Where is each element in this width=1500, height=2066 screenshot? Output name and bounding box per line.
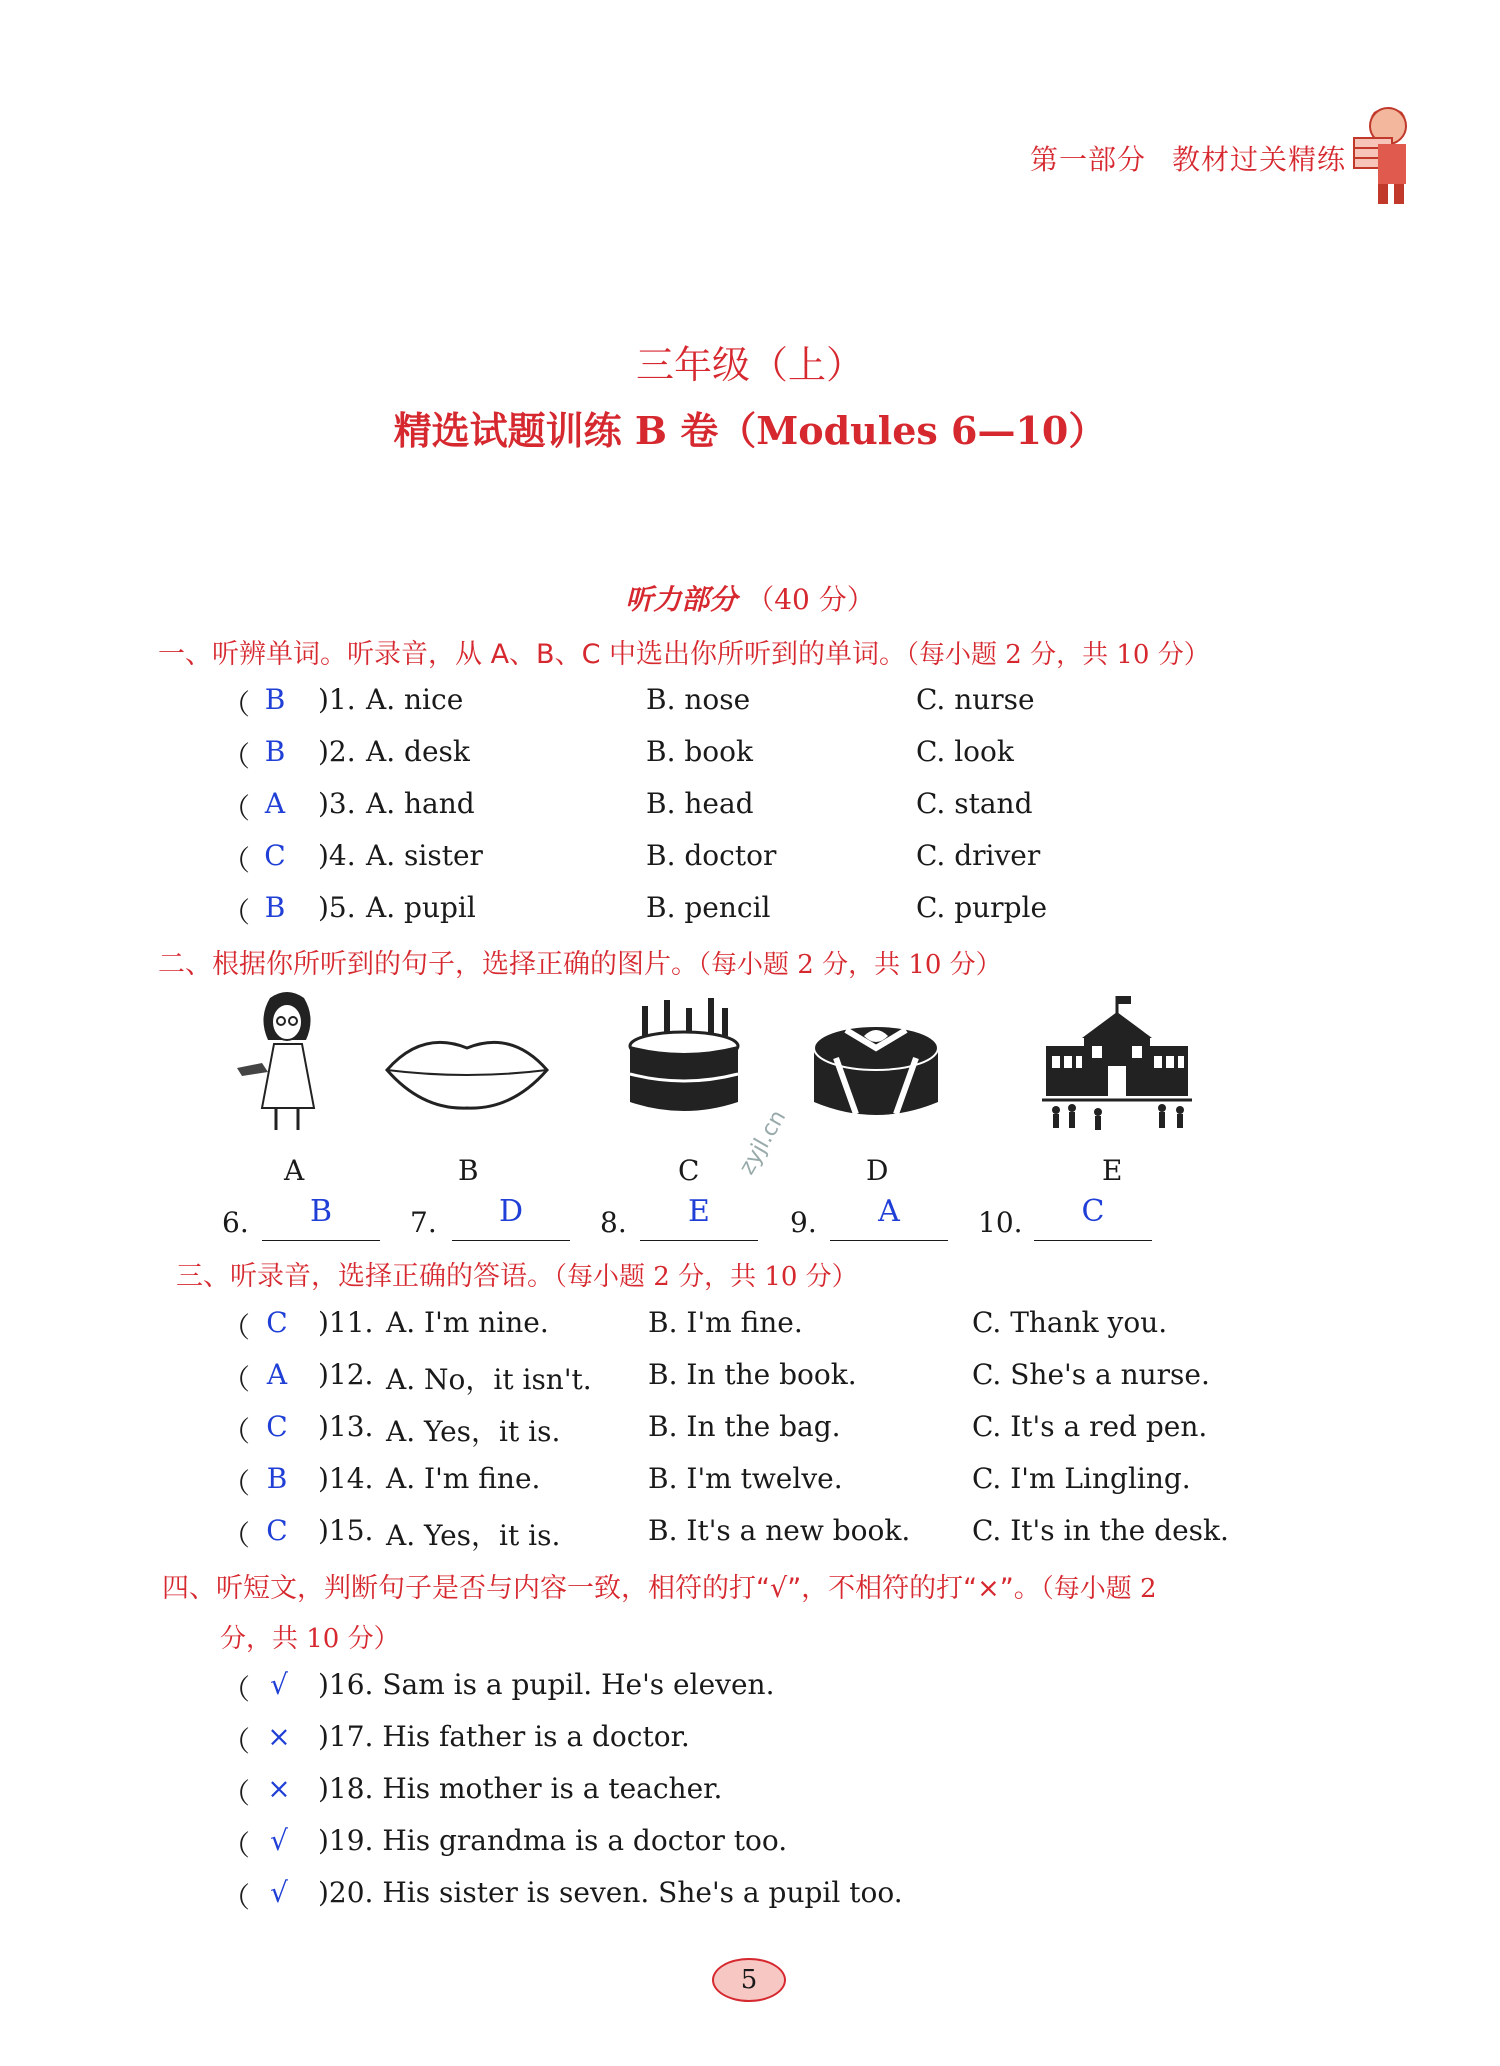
blank-answer: C: [1081, 1194, 1105, 1229]
open-paren: （: [222, 1725, 251, 1758]
listening-title-text: 听力部分: [625, 583, 738, 616]
question-number: )5.: [318, 891, 356, 924]
statement-text: )16. Sam is a pupil. He's eleven.: [318, 1668, 775, 1701]
option-a: A. Yes，it is.: [386, 1415, 561, 1448]
option-a: A. nice: [366, 683, 464, 716]
option-c: C. It's in the desk.: [972, 1514, 1229, 1547]
question-row: [0, 735, 1500, 775]
blank-number: 8.: [600, 1206, 627, 1239]
picture-label: A: [284, 1154, 305, 1187]
question-number: )2.: [318, 735, 356, 768]
page-header: [1030, 138, 1372, 178]
statement-text: )17. His father is a doctor.: [318, 1720, 690, 1753]
section3-heading-text: 三、听录音，选择正确的答语。: [176, 1261, 554, 1292]
question-row: [0, 787, 1500, 827]
option-b: B. head: [646, 787, 754, 820]
page-number: 5: [712, 1958, 786, 2002]
option-c: C. Thank you.: [972, 1306, 1168, 1339]
open-paren: （: [222, 688, 251, 721]
statement-text: )20. His sister is seven. She's a pupil too.: [318, 1876, 903, 1909]
option-c: C. nurse: [916, 683, 1035, 716]
boy-mascot-icon: [1350, 98, 1420, 208]
option-c: C. stand: [916, 787, 1033, 820]
section1-heading-text: 一、听辨单词。听录音，从 A、B、C 中选出你所听到的单词。: [158, 639, 907, 670]
lips-picture-icon: [382, 1030, 552, 1110]
question-row: [0, 1358, 1500, 1398]
blank-number: 7.: [410, 1206, 437, 1239]
judgement-slot[interactable]: √: [270, 1876, 288, 1909]
answer-slot[interactable]: C: [266, 1410, 288, 1443]
option-c: C. purple: [916, 891, 1048, 924]
judgement-slot[interactable]: ×: [267, 1772, 291, 1805]
blank-answer: B: [309, 1194, 333, 1229]
section4-heading-cont: [220, 1618, 400, 1655]
answer-slot[interactable]: C: [266, 1514, 288, 1547]
question-number: )3.: [318, 787, 356, 820]
picture-label: D: [866, 1154, 889, 1187]
open-paren: （: [222, 792, 251, 825]
question-row: [0, 1306, 1500, 1346]
option-b: B. nose: [646, 683, 751, 716]
picture-label: C: [678, 1154, 700, 1187]
option-b: B. book: [646, 735, 753, 768]
section2-heading: [158, 942, 1002, 981]
question-number: )12.: [318, 1358, 374, 1391]
statement-row: [0, 1668, 1500, 1708]
section3-points: （每小题 2 分，共 10 分）: [554, 1262, 858, 1292]
blank-number: 9.: [790, 1206, 817, 1239]
statement-row: [0, 1772, 1500, 1812]
question-number: )4.: [318, 839, 356, 872]
question-number: )1.: [318, 683, 356, 716]
answer-slot[interactable]: B: [264, 891, 286, 924]
option-b: B. I'm twelve.: [648, 1462, 843, 1495]
answer-slot[interactable]: B: [264, 683, 286, 716]
blank-number: 10.: [978, 1206, 1023, 1239]
statement-row: [0, 1720, 1500, 1760]
section2-points: （每小题 2 分，共 10 分）: [698, 950, 1002, 980]
option-b: B. pencil: [646, 891, 771, 924]
answer-slot[interactable]: A: [266, 1358, 288, 1391]
header-part: 第一部分: [1030, 143, 1147, 176]
statement-row: [0, 1824, 1500, 1864]
section4-points-line2: 分，共 10 分）: [220, 1624, 400, 1654]
blank-answer: E: [688, 1194, 710, 1229]
gift-box-picture-icon: [806, 1018, 946, 1128]
statement-row: [0, 1876, 1500, 1916]
open-paren: （: [222, 1881, 251, 1914]
judgement-slot[interactable]: ×: [267, 1720, 291, 1753]
option-a: A. pupil: [366, 891, 476, 924]
option-a: A. Yes，it is.: [386, 1519, 561, 1552]
question-row: [0, 891, 1500, 931]
section4-heading: [162, 1566, 1157, 1605]
answer-slot[interactable]: C: [264, 839, 286, 872]
open-paren: （: [222, 1363, 251, 1396]
open-paren: （: [222, 1777, 251, 1810]
blank-number: 6.: [222, 1206, 249, 1239]
open-paren: （: [222, 1673, 251, 1706]
open-paren: （: [222, 1311, 251, 1344]
answer-slot[interactable]: A: [264, 787, 286, 820]
title-grade: 三年级（上）: [635, 343, 864, 387]
question-number: )14.: [318, 1462, 374, 1495]
open-paren: （: [222, 740, 251, 773]
school-picture-icon: [1042, 996, 1192, 1136]
option-a: A. I'm nine.: [386, 1306, 549, 1339]
option-b: B. In the book.: [648, 1358, 857, 1391]
open-paren: （: [222, 844, 251, 877]
listening-points: （40 分）: [746, 583, 875, 616]
cake-picture-icon: [626, 994, 746, 1124]
section4-heading-text: 四、听短文，判断句子是否与内容一致，相符的打“√”，不相符的打“×”。: [162, 1573, 1041, 1604]
section1-heading: [158, 632, 1210, 671]
section1-points: （每小题 2 分，共 10 分）: [906, 640, 1210, 670]
picture-label: E: [1102, 1154, 1123, 1187]
option-b: B. In the bag.: [648, 1410, 841, 1443]
option-c: C. It's a red pen.: [972, 1410, 1208, 1443]
question-number: )13.: [318, 1410, 374, 1443]
watermark: zyjl.cn: [734, 1106, 792, 1179]
answer-slot[interactable]: B: [264, 735, 286, 768]
question-row: [0, 1514, 1500, 1554]
judgement-slot[interactable]: √: [270, 1824, 288, 1857]
section4-points-line1: （每小题 2: [1040, 1574, 1157, 1604]
section3-heading: [176, 1254, 858, 1293]
option-c: C. I'm Lingling.: [972, 1462, 1191, 1495]
girl-picture-icon: [232, 988, 342, 1138]
open-paren: （: [222, 896, 251, 929]
statement-text: )18. His mother is a teacher.: [318, 1772, 723, 1805]
option-a: A. sister: [366, 839, 483, 872]
question-row: [0, 683, 1500, 723]
open-paren: （: [222, 1467, 251, 1500]
statement-text: )19. His grandma is a doctor too.: [318, 1824, 788, 1857]
option-c: C. She's a nurse.: [972, 1358, 1210, 1391]
option-c: C. driver: [916, 839, 1041, 872]
option-a: A. desk: [366, 735, 470, 768]
answer-slot[interactable]: B: [266, 1462, 288, 1495]
question-row: [0, 1462, 1500, 1502]
option-a: A. hand: [366, 787, 475, 820]
listening-title: [0, 578, 1500, 618]
question-number: )11.: [318, 1306, 374, 1339]
question-number: )15.: [318, 1514, 374, 1547]
section2-heading-text: 二、根据你所听到的句子，选择正确的图片。: [158, 949, 698, 980]
option-a: A. I'm fine.: [386, 1462, 541, 1495]
question-row: [0, 1410, 1500, 1450]
answer-slot[interactable]: C: [266, 1306, 288, 1339]
header-label: 教材过关精练: [1172, 143, 1347, 176]
option-b: B. I'm fine.: [648, 1306, 803, 1339]
question-row: [0, 839, 1500, 879]
option-a: A. No，it isn't.: [386, 1363, 592, 1396]
open-paren: （: [222, 1415, 251, 1448]
option-c: C. look: [916, 735, 1014, 768]
open-paren: （: [222, 1829, 251, 1862]
option-b: B. It's a new book.: [648, 1514, 911, 1547]
judgement-slot[interactable]: √: [270, 1668, 288, 1701]
open-paren: （: [222, 1519, 251, 1552]
blank-answer: A: [878, 1194, 900, 1229]
option-b: B. doctor: [646, 839, 777, 872]
title-test: 精选试题训练 B 卷（Modules 6—10）: [393, 408, 1107, 453]
blank-answer: D: [498, 1194, 524, 1229]
picture-label: B: [458, 1154, 479, 1187]
